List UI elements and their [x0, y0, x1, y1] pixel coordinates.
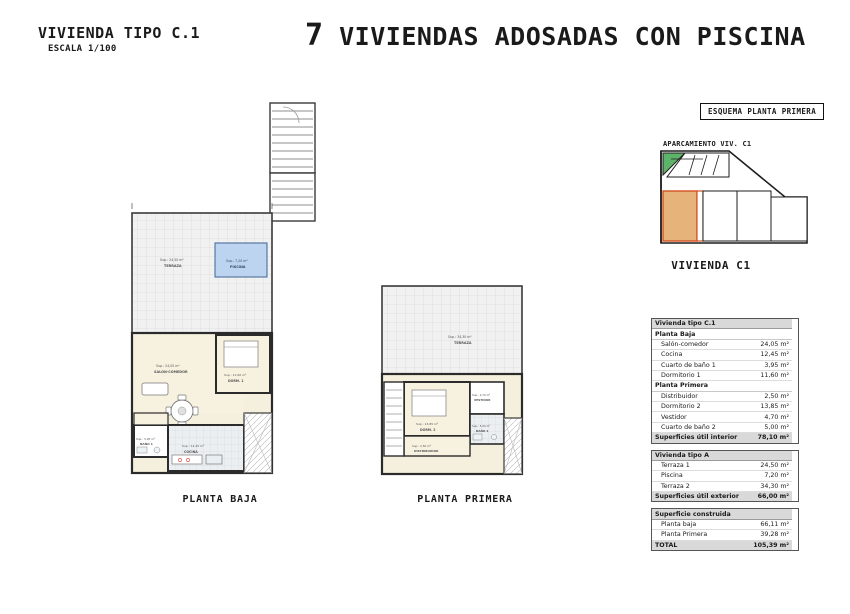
planta-baja-caption: PLANTA BAJA [182, 494, 258, 505]
svg-text:Sup.: 2,50 m²: Sup.: 2,50 m² [412, 444, 432, 448]
table1-row-value: 13,85 m² [750, 402, 792, 412]
table-superficies-utiles-interior [651, 318, 799, 444]
table2-row-value: 24,50 m² [751, 460, 792, 470]
table1-row-label: Dormitorio 1 [652, 370, 750, 380]
svg-text:SALON-COMEDOR: SALON-COMEDOR [154, 370, 188, 374]
main-title [305, 18, 806, 53]
page-title: VIVIENDA TIPO C.1 [38, 24, 201, 42]
table1-group0-title: Planta Baja [652, 329, 792, 339]
table-superficies-utiles-exterior [651, 450, 799, 503]
table1-group1-title: Planta Primera [652, 381, 792, 391]
planta-baja-drawing [120, 95, 320, 485]
svg-text:VESTIDOR: VESTIDOR [474, 398, 491, 402]
table2-total-label: Superficies útil exterior [652, 492, 751, 502]
table2-row-value: 34,30 m² [751, 481, 792, 491]
planta-primera-drawing [370, 278, 560, 483]
table2-row-label: Terraza 1 [652, 460, 751, 470]
table1-row-value: 24,05 m² [750, 339, 792, 349]
svg-text:TERRAZA: TERRAZA [164, 264, 182, 268]
table3-row-value: 66,11 m² [733, 519, 792, 529]
table1-row-value: 11,60 m² [750, 370, 792, 380]
table2-row-label: Terraza 2 [652, 481, 751, 491]
table3-header: Superficie construida [652, 509, 792, 519]
svg-text:Sup.: 3,95 m²: Sup.: 3,95 m² [136, 437, 156, 441]
table1-row-label: Vestidor [652, 412, 750, 422]
table1-row-value: 12,45 m² [750, 350, 792, 360]
table1-row-value: 3,95 m² [750, 360, 792, 370]
table1-total-value: 78,10 m² [750, 433, 792, 443]
svg-text:Sup.: 5,00 m²: Sup.: 5,00 m² [472, 424, 491, 428]
svg-text:Sup.: 11,60 m²: Sup.: 11,60 m² [224, 373, 247, 377]
svg-text:Sup.: 7,20 m²: Sup.: 7,20 m² [226, 259, 248, 263]
table1-header: Vivienda tipo C.1 [652, 319, 792, 329]
table2-row-label: Piscina [652, 471, 751, 481]
table3-row-label: Planta baja [652, 519, 733, 529]
svg-text:TERRAZA: TERRAZA [454, 341, 472, 345]
table1-row-value: 5,00 m² [750, 422, 792, 432]
table2-header: Vivienda tipo A [652, 451, 792, 461]
table1-row-label: Dormitorio 2 [652, 402, 750, 412]
esquema-diagram [655, 135, 815, 265]
table3-total-value: 105,39 m² [733, 540, 792, 550]
table1-total-label: Superficies útil interior [652, 433, 750, 443]
svg-text:COCINA: COCINA [184, 450, 198, 454]
table1-row-label: Salón-comedor [652, 339, 750, 349]
vivienda-c1-label: VIVIENDA C1 [671, 259, 751, 272]
table1-row-value: 4,70 m² [750, 412, 792, 422]
table-superficie-construida [651, 508, 799, 551]
table1-row-value: 2,50 m² [750, 391, 792, 401]
aparcamiento-label: APARCAMIENTO VIV. C1 [663, 140, 752, 148]
surface-tables [651, 318, 799, 551]
scale-label: ESCALA 1/100 [48, 44, 117, 54]
svg-text:DORM. 2: DORM. 2 [420, 428, 436, 432]
svg-text:Sup.: 13,85 m²: Sup.: 13,85 m² [416, 422, 439, 426]
table3-row-label: Planta Primera [652, 530, 733, 540]
table2-row-value: 7,20 m² [751, 471, 792, 481]
table3-total-label: TOTAL [652, 540, 733, 550]
table3-row-value: 39,28 m² [733, 530, 792, 540]
svg-text:PISCINA: PISCINA [230, 265, 246, 269]
main-title-text: VIVIENDAS ADOSADAS CON PISCINA [323, 22, 806, 51]
table1-row-label: Cuarto de baño 1 [652, 360, 750, 370]
table1-row-label: Cocina [652, 350, 750, 360]
esquema-label: ESQUEMA PLANTA PRIMERA [700, 103, 824, 120]
table1-row-label: Distribuidor [652, 391, 750, 401]
svg-text:Sup.: 24,05 m²: Sup.: 24,05 m² [156, 364, 180, 368]
svg-text:Sup.: 12,45 m²: Sup.: 12,45 m² [182, 444, 205, 448]
main-title-number: 7 [305, 18, 324, 53]
svg-text:Sup.: 24,50 m²: Sup.: 24,50 m² [160, 258, 184, 262]
svg-text:Sup.: 34,30 m²: Sup.: 34,30 m² [448, 335, 472, 339]
svg-text:BAÑO 2: BAÑO 2 [476, 429, 489, 433]
planta-primera-caption: PLANTA PRIMERA [417, 494, 513, 505]
svg-text:DORM. 1: DORM. 1 [228, 379, 244, 383]
svg-text:Sup.: 4,70 m²: Sup.: 4,70 m² [472, 393, 491, 397]
svg-text:DISTRIBUIDOR: DISTRIBUIDOR [414, 449, 439, 453]
svg-text:BAÑO 1: BAÑO 1 [140, 442, 153, 446]
table2-total-value: 66,00 m² [751, 492, 792, 502]
table1-row-label: Cuarto de baño 2 [652, 422, 750, 432]
